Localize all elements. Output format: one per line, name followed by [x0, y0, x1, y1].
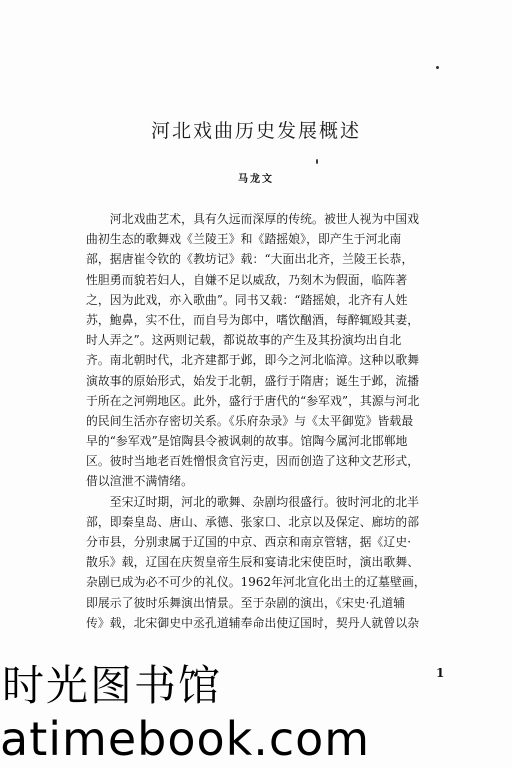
page-title: 河北戏曲历史发展概述 [150, 120, 361, 142]
text-line: 之，因为此戏，亦入歌曲”。同书又载：“踏摇娘，北齐有人姓 [86, 292, 408, 307]
text-line: 早的“参军戏”是馆陶县令被讽刺的故事。馆陶今属河北邯郸地 [86, 434, 408, 449]
text-line: 借以渲泄不满情绪。 [86, 474, 194, 489]
text-line: 区。彼时当地老百姓憎恨贪官污吏，因而创造了这种文艺形式， [86, 454, 420, 469]
text-line: 散乐》载，辽国在庆贺皇帝生辰和宴请北宋使臣时，演出歌舞、 [86, 555, 420, 570]
text-line: 齐。南北朝时代，北齐建都于邺，即今之河北临漳。这种以歌舞 [86, 353, 420, 368]
scan-speck [316, 159, 318, 164]
watermark-title: 时光图书馆 [2, 661, 223, 710]
text-line: 分市县，分别隶属于辽国的中京、西京和南京管辖，据《辽史· [86, 535, 412, 549]
text-line: 传》载，北宋御史中丞孔道辅奉命出使辽国时，契丹人就曾以杂 [86, 615, 420, 630]
text-line: 的民间生活亦存密切关系。《乐府杂录》与《太平御览》皆载最 [86, 413, 414, 428]
text-line: 即展示了彼时乐舞演出情景。至于杂剧的演出，《宋史·孔道辅 [86, 595, 406, 610]
text-line: 杂剧已成为必不可少的礼仪。1962年河北宣化出土的辽墓壁画， [86, 575, 426, 590]
text-line: 于所在之河朔地区。此外，盛行于唐代的“参军戏”，其源与河北 [86, 393, 420, 408]
body-text [86, 209, 478, 633]
text-line: 性胆勇而貌若妇人，自嫌不足以威敌，乃刻木为假面，临阵著 [86, 272, 408, 287]
text-line: 部，据唐崔令钦的《教坊记》载：“大面出北齐，兰陵王长恭， [86, 252, 414, 267]
text-line: 苏，鮑鼻，实不仕，而自号为郎中，嗜饮酗酒，每醉辄殴其妻， [86, 312, 420, 327]
text-line: 至宋辽时期，河北的歌舞、杂剧均很盛行。彼时河北的北半 [86, 494, 420, 509]
watermark-url: atimebook.com [0, 712, 371, 766]
page-number: 1 [436, 666, 445, 680]
text-line: 部，即秦皇岛、唐山、承德、张家口、北京以及保定、廊坊的部 [86, 514, 420, 529]
text-line: 河北戏曲艺术，具有久远而深厚的传统。被世人视为中国戏 [86, 212, 420, 226]
text-line: 演故事的原始形式，始发于北朝，盛行于隋唐；诞生于邺，流播 [86, 373, 420, 388]
scan-speck [436, 66, 439, 69]
author-name: 马龙文 [238, 174, 274, 185]
text-line: 时人弄之”。这两则记载，都说故事的产生及其扮演均出自北 [86, 333, 402, 348]
text-line: 曲初生态的歌舞戏《兰陵王》和《踏摇娘》，即产生于河北南 [86, 232, 402, 247]
